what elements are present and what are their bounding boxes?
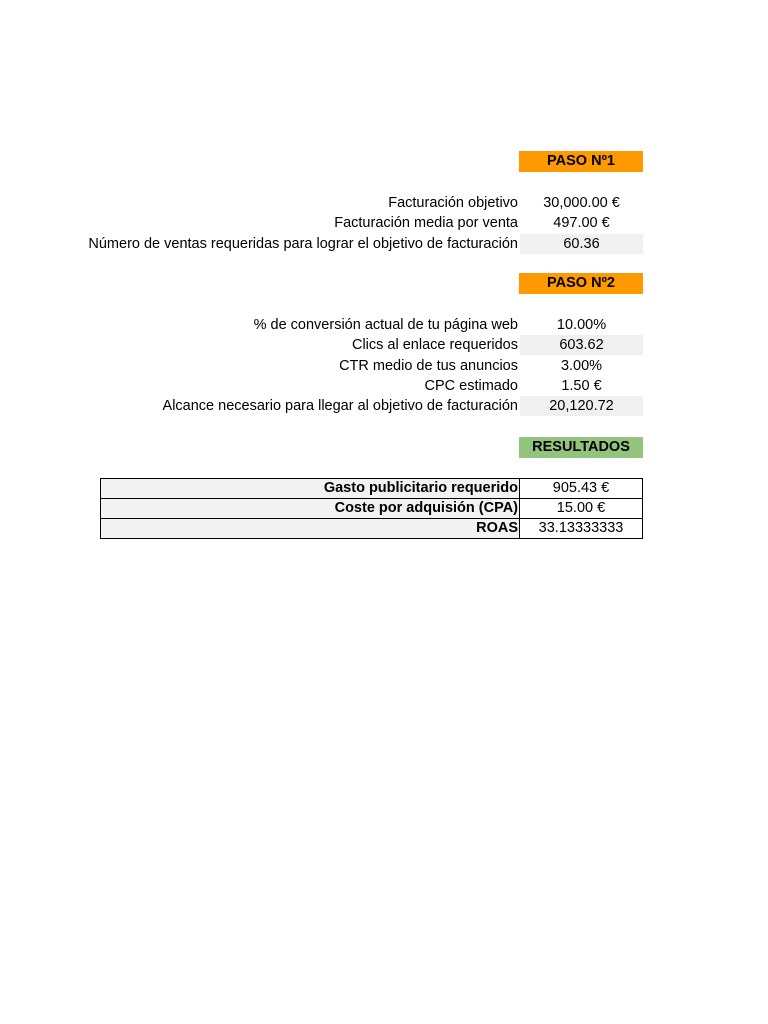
results-row-ad-spend — [101, 479, 643, 499]
row-value[interactable]: 60.36 — [520, 234, 643, 254]
row-label: Facturación objetivo — [388, 195, 518, 211]
result-value[interactable]: 33.13333333 — [520, 519, 643, 539]
result-label: Coste por adquisión (CPA) — [101, 499, 520, 519]
step1-row-required-sales — [0, 234, 643, 254]
row-label: Alcance necesario para llegar al objetivo de facturación — [162, 398, 518, 414]
row-value[interactable]: 1.50 € — [561, 378, 602, 394]
row-value[interactable]: 603.62 — [520, 335, 643, 355]
row-value[interactable]: 30,000.00 € — [543, 195, 620, 211]
row-value[interactable]: 20,120.72 — [520, 396, 643, 416]
results-table — [100, 478, 643, 539]
result-label: ROAS — [101, 519, 520, 539]
step2-row-clicks — [0, 335, 643, 355]
row-label: Facturación media por venta — [334, 215, 518, 231]
step1-row-revenue-target — [0, 193, 643, 213]
row-label: Clics al enlace requeridos — [351, 337, 518, 353]
step2-row-cpc — [0, 376, 643, 396]
results-row-roas — [101, 519, 643, 539]
row-label: CTR medio de tus anuncios — [339, 358, 518, 374]
row-label: % de conversión actual de tu página web — [253, 317, 518, 333]
step1-row-avg-sale — [0, 213, 643, 233]
result-value[interactable]: 15.00 € — [520, 499, 643, 519]
result-value[interactable]: 905.43 € — [520, 479, 643, 499]
row-value[interactable]: 497.00 € — [553, 215, 610, 231]
step2-row-conversion — [0, 315, 643, 335]
row-label: Número de ventas requeridas para lograr el objetivo de facturación — [88, 236, 518, 252]
result-label: Gasto publicitario requerido — [101, 479, 520, 499]
step2-header: PASO Nº2 — [519, 273, 643, 294]
step1-header: PASO Nº1 — [519, 151, 643, 172]
row-value[interactable]: 3.00% — [560, 358, 603, 374]
row-value[interactable]: 10.00% — [556, 317, 607, 333]
step2-row-reach — [0, 396, 643, 416]
step2-row-ctr — [0, 356, 643, 376]
row-label: CPC estimado — [424, 378, 518, 394]
results-row-cpa — [101, 499, 643, 519]
results-header: RESULTADOS — [519, 437, 643, 458]
